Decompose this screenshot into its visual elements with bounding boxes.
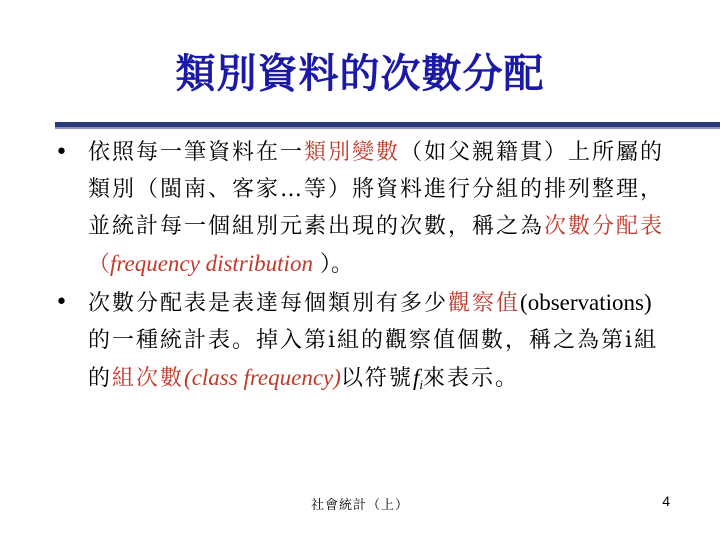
bullet2-text-end: 來表示。 xyxy=(422,366,519,391)
bullet2-english-observations: (observations) xyxy=(520,290,652,315)
bullet1-english-term: frequency distribution xyxy=(110,251,313,276)
bullet-marker: • xyxy=(55,140,68,165)
bullet1-text-end: ）。 xyxy=(312,252,353,277)
page-number: 4 xyxy=(662,493,670,509)
bullet-list xyxy=(55,134,665,403)
bullet-item-1 xyxy=(55,134,665,283)
slide-footer: 社會統計（上） xyxy=(310,498,409,513)
bullet2-highlight-class-frequency: 組次數 xyxy=(112,366,185,391)
bullet1-highlight-frequency-table: 次數分配表 xyxy=(544,214,665,239)
bullet-marker: • xyxy=(55,290,68,315)
title-divider xyxy=(55,122,720,127)
symbol-f-sub-i xyxy=(413,365,423,390)
bullet1-text-1: 依照每一筆資料在一 xyxy=(88,140,305,165)
bullet1-open-paren: （ xyxy=(88,252,111,277)
bullet2-text-1: 次數分配表是表達每個類別有多少 xyxy=(88,291,449,316)
symbol-subscript-i: i xyxy=(419,377,423,392)
bullet2-english-class-frequency: (class frequency) xyxy=(184,365,341,390)
bullet-item-2 xyxy=(55,284,665,403)
symbol-f: f xyxy=(412,365,420,390)
bullet2-text-2: 的一種統計表。掉入第i組的觀察值個數，稱之為第i組的 xyxy=(88,328,659,391)
bullet1-highlight-categorical-variable: 類別變數 xyxy=(304,140,401,165)
slide-title: 類別資料的次數分配 xyxy=(175,50,545,97)
bullet2-text-3: 以符號 xyxy=(340,366,413,391)
bullet2-highlight-observations: 觀察值 xyxy=(448,291,521,316)
bullet1-text-2: （如父親籍貫）上所屬的類別（閩南、客家…等）將資料進行分組的排列整理，並統計每一個組別元素出現的次數，稱之為 xyxy=(88,140,665,239)
